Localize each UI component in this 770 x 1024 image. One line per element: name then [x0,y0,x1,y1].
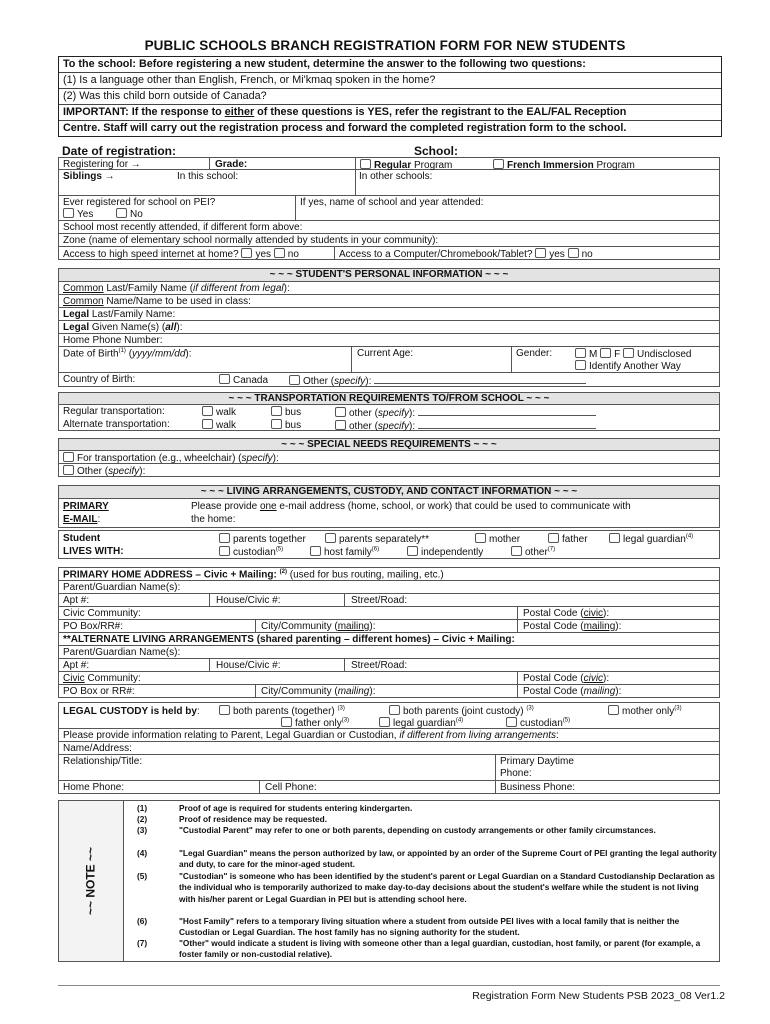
legal-custody-label: LEGAL CUSTODY is held by: [63,706,200,717]
living-header: ~ ~ ~ LIVING ARRANGEMENTS, CUSTODY, AND CONTACT INFORMATION ~ ~ ~ [58,485,720,499]
legal-last-name-row[interactable]: Legal Last/Family Name: [58,308,720,321]
apt-row [58,594,720,607]
primary-email-label: PRIMARY [63,501,109,512]
gender-options[interactable]: M F Undisclosed [575,348,692,360]
zone-label: Zone (name of elementary school normally attended by students in your community): [63,235,439,246]
date-of-registration-label: Date of registration: [62,144,177,158]
form-title: PUBLIC SCHOOLS BRANCH REGISTRATION FORM FOR NEW STUDENTS [144,38,626,53]
custody-custodian[interactable]: custodian$^{(5)}$ [506,717,570,729]
recent-school-row[interactable] [58,221,720,234]
notice-line-2: (1) Is a language other than English, French, or Mi'kmaq spoken in the home? [59,73,721,89]
special-transport-row[interactable]: For transportation (e.g., wheelchair) (specify): [58,451,720,464]
alternate-transport-label: Alternate transportation: [63,419,170,430]
registering-for-label: Registering for → [63,159,141,170]
french-immersion-option[interactable]: French Immersion Program [493,159,635,171]
internet-access-field[interactable]: Access to high speed internet at home? yes no [63,249,299,260]
notes-box: ~~ NOTE ~~ (1) Proof of age is required for students entering kindergarten. (2) Proof of residence may be requested. (3) "Custodial Parent" may refer to one or both parents, depending on custody arrangements or other family circumstances. (4) "Legal Guardian" means the person authorized by law, or appointed by an order of the Supreme Court of PEI granting the legal authority and duty, to care for the minor-aged student. (5) "Custodian" is someone who has been identified by the student's parent or Legal Guardian on a Standard Custodianship Declaration as the individual who is temporarily authorized to make day-to-day decisions about the student's welfare while the student is not living with his/her parent or Legal Guardian in PEI but is attending school here. (6) "Host Family" refers to a temporary living situation where a student from outside PEI lives with a local family that is neither the Custodian or Legal Guardian. The host family has no signing authority for the student. (7) "Other" would indicate a student is living with someone other than a legal guardian, custodian, host family, or parent (for example, a foster family or non-custodial relative). [58,800,720,962]
pobox-field[interactable]: PO Box/RR#: [63,621,124,632]
lives-parents-separately[interactable]: parents separately** [325,533,429,545]
computer-access-field[interactable]: Access to a Computer/Chromebook/Tablet? yes no [339,249,593,260]
dob-field[interactable]: Date of Birth$^{(1)}$ (yyyy/mm/dd): [63,348,192,360]
primary-daytime-phone-label: Phone: [500,768,532,779]
internet-access-row [58,247,720,260]
notice-line-1: To the school: Before registering a new student, determine the answer to the following two questions: [59,57,721,73]
custody-father-only[interactable]: father only$^{(3)}$ [281,717,349,729]
lives-independently[interactable]: independently [407,546,483,558]
lives-host-family[interactable]: host family$^{(6)}$ [310,546,379,558]
alternate-address-header: **ALTERNATE LIVING ARRANGEMENTS (shared parenting – different homes) – Civic + Mailing: [58,633,720,646]
home-phone-field[interactable]: Home Phone: [63,782,125,793]
transport-section [58,392,720,431]
ever-registered-yes[interactable]: Yes [63,208,93,220]
alt-civic-community-field[interactable]: Civic Community: [63,673,141,684]
relationship-field[interactable]: Relationship/Title: [63,756,143,767]
apt-field[interactable]: Apt #: [63,595,90,606]
special-needs-section [58,438,720,477]
gender-identify-option[interactable]: Identify Another Way [575,360,681,372]
common-name-row[interactable]: Common Name/Name to be used in class: [58,295,720,308]
alt-street-road-field[interactable]: Street/Road: [351,660,408,671]
alt-pobox-row [58,685,720,698]
relationship-row [58,755,720,781]
alternate-other-option[interactable]: other (specify): [335,419,596,432]
name-address-row[interactable]: Name/Address: [58,742,720,755]
lives-with-row [58,530,720,559]
grade-field[interactable]: Grade: [215,159,248,170]
regular-bus-option[interactable]: bus [271,406,301,418]
special-other-row[interactable]: Other (specify): [58,464,720,477]
street-road-field[interactable]: Street/Road: [351,595,408,606]
postal-civic-field[interactable]: Postal Code (civic): [523,608,610,619]
alt-apt-row [58,659,720,672]
living-section [58,485,720,559]
registering-row [58,157,720,170]
zone-row[interactable] [58,234,720,247]
regular-walk-option[interactable]: walk [202,406,236,418]
alternate-bus-option[interactable]: bus [271,419,301,431]
house-civic-field[interactable]: House/Civic #: [216,595,281,606]
lives-parents-together[interactable]: parents together [219,533,306,545]
alt-civic-community-row [58,672,720,685]
phones-row [58,781,720,794]
alt-pobox-field[interactable]: PO Box or RR#: [63,686,135,697]
email-label: E-MAIL: [63,514,101,525]
country-label: Country of Birth: [63,374,136,385]
primary-email-field[interactable]: Please provide one e-mail address (home, school, or work) that could be used to communicate with [191,501,631,512]
previous-school-field[interactable]: If yes, name of school and year attended: [300,197,484,208]
primary-email-row [58,499,720,528]
custody-both-joint[interactable]: both parents (joint custody) $^{(3)}$ [389,705,534,717]
custody-mother-only[interactable]: mother only$^{(3)}$ [608,705,682,717]
dob-row [58,347,720,373]
ever-registered-no[interactable]: No [116,208,143,220]
custody-section [58,702,720,794]
alt-postal-civic-field[interactable]: Postal Code (civic): [523,673,610,684]
siblings-other-schools-field[interactable]: In other schools: [359,171,433,182]
civic-community-row [58,607,720,620]
legal-given-name-row[interactable]: Legal Given Name(s) (all): [58,321,720,334]
cell-phone-field[interactable]: Cell Phone: [265,782,317,793]
personal-info-header: ~ ~ ~ STUDENT'S PERSONAL INFORMATION ~ ~ ~ [58,268,720,282]
legal-custody-row [58,702,720,729]
school-notice-box [58,56,722,137]
lives-other[interactable]: other$^{(7)}$ [511,546,555,558]
alt-parent-guardian-row[interactable]: Parent/Guardian Name(s): [58,646,720,659]
siblings-row [58,170,720,196]
notice-line-5: Centre. Staff will carry out the registration process and forward the completed registration form to the school. [63,122,627,134]
pobox-row [58,620,720,633]
transport-header: ~ ~ ~ TRANSPORTATION REQUIREMENTS TO/FROM SCHOOL ~ ~ ~ [58,392,720,405]
business-phone-field[interactable]: Business Phone: [500,782,576,793]
personal-info-section [58,268,720,387]
regular-transport-row [58,405,720,418]
city-mailing-field[interactable]: City/Community (mailing): [261,621,376,632]
siblings-label: Siblings → [63,171,115,182]
notice-line-3: (2) Was this child born outside of Canada? [59,89,721,105]
alt-house-civic-field[interactable]: House/Civic #: [216,660,281,671]
custody-legal-guardian[interactable]: legal guardian$^{(4)}$ [379,717,463,729]
school-label: School: [414,144,458,158]
footer-version: Registration Form New Students PSB 2023_08 Ver1.2 [472,990,725,1002]
country-of-birth-row [58,373,720,387]
alt-apt-field[interactable]: Apt #: [63,660,90,671]
recent-school-label: School most recently attended, if different form above: [63,222,303,233]
ever-registered-label: Ever registered for school on PEI? [63,197,216,208]
custody-both-together[interactable]: both parents (together) $^{(3)}$ [219,705,345,717]
primary-daytime-phone-field[interactable]: Primary Daytime [500,756,574,767]
regular-transport-label: Regular transportation: [63,406,165,417]
alternate-transport-row [58,418,720,431]
regular-other-option[interactable]: other (specify): [335,406,596,419]
regular-program-option[interactable]: Regular Program [360,159,452,171]
civic-community-field[interactable]: Civic Community: [63,608,141,619]
common-last-name-row[interactable]: Common Last/Family Name (if different from legal): [58,282,720,295]
alt-city-mailing-field[interactable]: City/Community (mailing): [261,686,376,697]
alternate-walk-option[interactable]: walk [202,419,236,431]
special-needs-header: ~ ~ ~ SPECIAL NEEDS REQUIREMENTS ~ ~ ~ [58,438,720,451]
lives-custodian[interactable]: custodian$^{(5)}$ [219,546,283,558]
notice-line-4: IMPORTANT: If the response to either of these questions is YES, refer the registrant to the EAL/FAL Reception [59,105,721,121]
primary-email-field-cont: the home: [191,514,236,525]
registration-section [58,157,720,260]
ever-registered-row [58,196,720,221]
current-age-field[interactable]: Current Age: [357,348,414,359]
primary-address-header: PRIMARY HOME ADDRESS – Civic + Mailing: $^{(2)}$ (used for bus routing, mailing, etc.) [58,567,720,581]
student-label: Student [63,533,101,544]
home-phone-row[interactable]: Home Phone Number: [58,334,720,347]
gender-label: Gender: [516,348,553,359]
address-section [58,567,720,698]
lives-with-label: LIVES WITH: [63,546,124,557]
siblings-in-school-field[interactable]: In this school: [177,171,239,182]
guardian-info-row: Please provide information relating to Parent, Legal Guardian or Custodian, if different from living arrangements: [58,729,720,742]
lives-legal-guardian[interactable]: legal guardian$^{(4)}$ [609,533,693,545]
note-label-panel: ~~ NOTE ~~ [59,801,124,961]
lives-father[interactable]: father [548,533,588,545]
country-canada-option[interactable]: Canada [219,374,268,386]
footer-divider [58,985,720,986]
parent-guardian-row[interactable]: Parent/Guardian Name(s): [58,581,720,594]
postal-mailing-field[interactable]: Postal Code (mailing): [523,621,622,632]
alt-postal-mailing-field[interactable]: Postal Code (mailing): [523,686,622,697]
country-other-option[interactable]: Other (specify): [289,374,586,387]
lives-mother[interactable]: mother [475,533,520,545]
